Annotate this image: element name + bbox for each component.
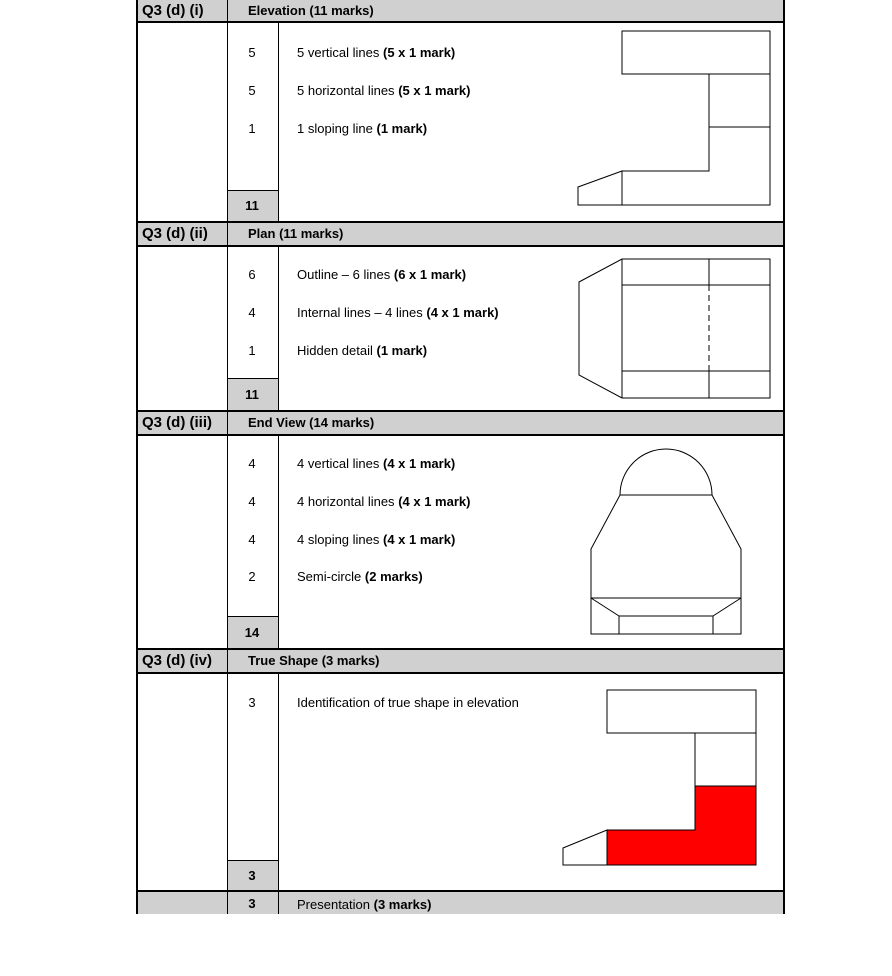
section-title: True Shape (3 marks) bbox=[248, 653, 380, 668]
marks-value: 4 bbox=[248, 494, 256, 509]
total-marks: 14 bbox=[244, 625, 260, 640]
section-title: Plan (11 marks) bbox=[248, 226, 344, 241]
section-title: End View (14 marks) bbox=[248, 415, 375, 430]
marks-value: 3 bbox=[248, 695, 256, 710]
criterion-text: 5 horizontal lines (5 x 1 mark) bbox=[297, 83, 471, 98]
marks-value: 1 bbox=[248, 121, 256, 136]
question-label: Q3 (d) (ii) bbox=[142, 225, 208, 242]
criterion-text: 5 vertical lines (5 x 1 mark) bbox=[297, 45, 456, 60]
marks-value: 6 bbox=[248, 267, 256, 282]
question-label: Q3 (d) (iv) bbox=[142, 652, 212, 669]
presentation-marks: 3 bbox=[248, 896, 256, 911]
total-marks: 11 bbox=[245, 387, 259, 402]
section-title: Elevation (11 marks) bbox=[248, 3, 374, 18]
criterion-text: 4 vertical lines (4 x 1 mark) bbox=[297, 456, 456, 471]
marks-value: 5 bbox=[248, 83, 256, 98]
total-marks: 3 bbox=[248, 868, 256, 883]
question-label: Q3 (d) (iii) bbox=[142, 414, 212, 431]
presentation-text: Presentation (3 marks) bbox=[297, 897, 432, 912]
criterion-text: Hidden detail (1 mark) bbox=[297, 343, 428, 358]
criterion-text: 4 sloping lines (4 x 1 mark) bbox=[297, 532, 456, 547]
marks-value: 4 bbox=[248, 305, 256, 320]
marks-value: 4 bbox=[248, 456, 256, 471]
question-label: Q3 (d) (i) bbox=[142, 2, 204, 19]
marks-value: 4 bbox=[248, 532, 256, 547]
marks-value: 1 bbox=[248, 343, 256, 358]
total-marks: 11 bbox=[245, 198, 259, 213]
criterion-text: 1 sloping line (1 mark) bbox=[297, 121, 428, 136]
criterion-text: Identification of true shape in elevation bbox=[297, 695, 519, 710]
criterion-text: 4 horizontal lines (4 x 1 mark) bbox=[297, 494, 471, 509]
criterion-text: Semi-circle (2 marks) bbox=[297, 569, 423, 584]
marks-value: 2 bbox=[248, 569, 256, 584]
marks-value: 5 bbox=[248, 45, 256, 60]
criterion-text: Internal lines – 4 lines (4 x 1 mark) bbox=[297, 305, 499, 320]
criterion-text: Outline – 6 lines (6 x 1 mark) bbox=[297, 267, 467, 282]
